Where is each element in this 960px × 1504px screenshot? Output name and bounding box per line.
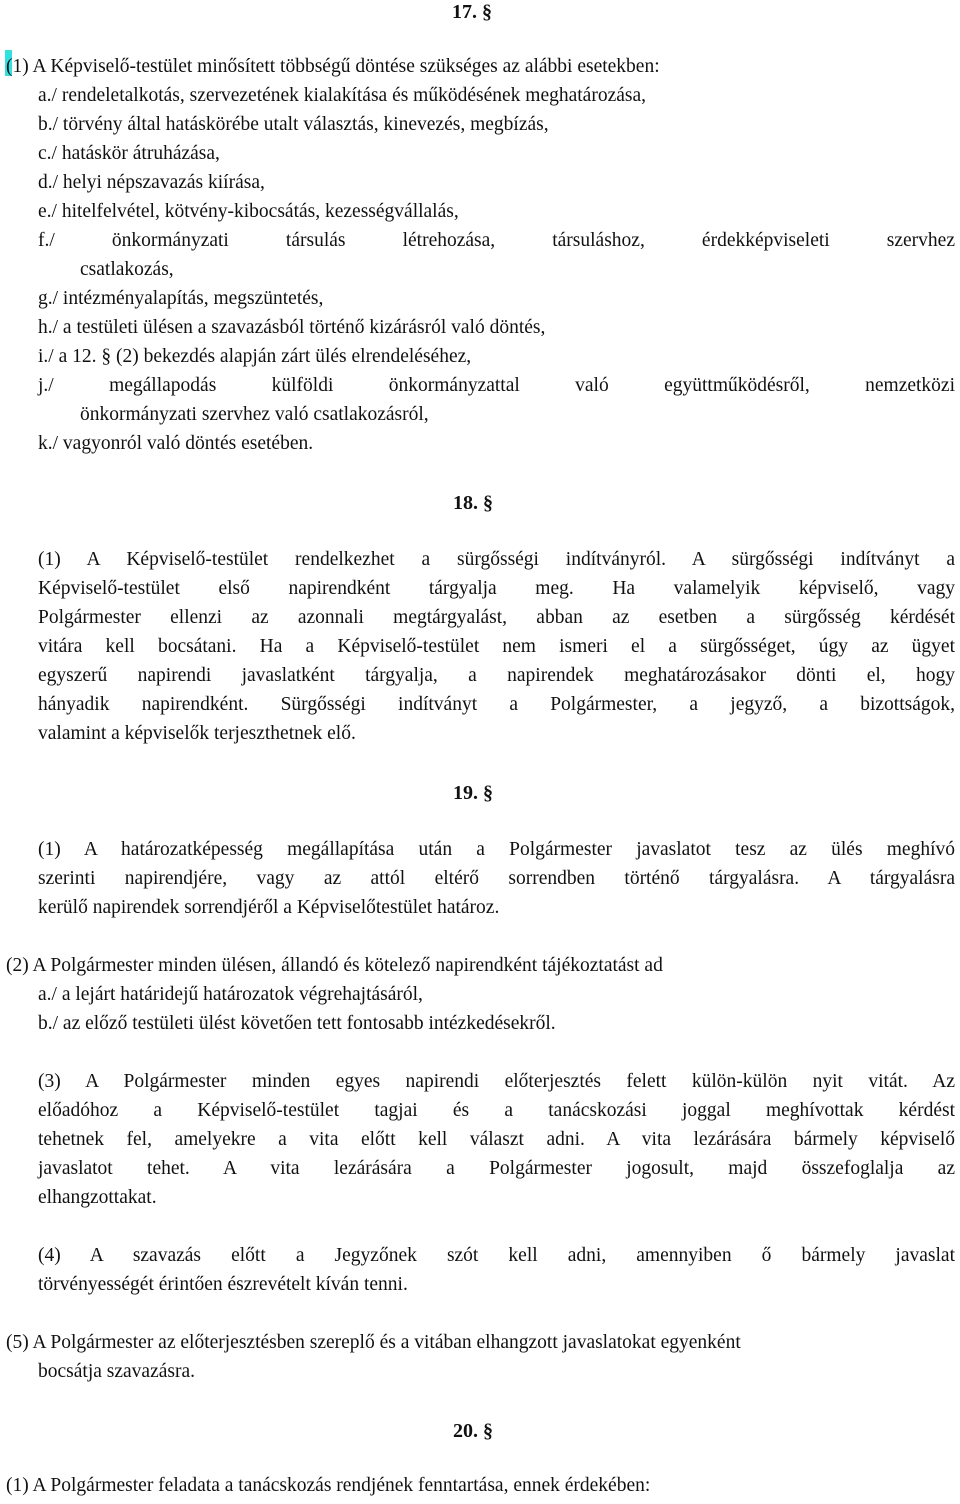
- list-item-17-j: j./ megállapodás külföldi önkormányzattal való együttműködésről, nemzetközi: [38, 375, 955, 396]
- paragraph-18-line-6: hányadik napirendként. Sürgősségi indítványt a Polgármester, a jegyző, a bizottságok,: [38, 694, 955, 715]
- paragraph-19-2-item-b: b./ az előző testületi ülést követően tett fontosabb intézkedésekről.: [38, 1013, 556, 1034]
- paragraph-18-line-1: (1) A Képviselő-testület rendelkezhet a sürgősségi indítványról. A sürgősségi indítványt a: [38, 549, 955, 570]
- paragraph-19-3-line-1: (3) A Polgármester minden egyes napirendi előterjesztés felett külön-külön nyit vitát. Az: [38, 1071, 955, 1092]
- paragraph-18-line-3: Polgármester ellenzi az azonnali megtárgyalást, abban az esetben a sürgősség kérdését: [38, 607, 955, 628]
- list-item-17-j-cont: önkormányzati szervhez való csatlakozásról,: [80, 404, 429, 425]
- paragraph-18-line-7: valamint a képviselők terjeszthetnek elő.: [38, 723, 356, 744]
- paragraph-19-2-line-1: (2) A Polgármester minden ülésen, állandó és kötelező napirendként tájékoztatást ad: [6, 955, 663, 976]
- section-heading-19: 19. §: [453, 782, 493, 804]
- paragraph-19-3-line-4: javaslatot tehet. A vita lezárására a Polgármester jogosult, majd összefoglalja az: [38, 1158, 955, 1179]
- paragraph-18-line-2: Képviselő-testület első napirendként tárgyalja meg. Ha valamelyik képviselő, vagy: [38, 578, 955, 599]
- list-item-17-d: d./ helyi népszavazás kiírása,: [38, 172, 265, 193]
- paragraph-19-1-line-3: kerülő napirendek sorrendjéről a Képviselőtestület határoz.: [38, 897, 500, 918]
- paragraph-19-4-line-2: törvényességét érintően észrevételt kíván tenni.: [38, 1274, 408, 1295]
- paragraph-19-5-line-2: bocsátja szavazásra.: [38, 1361, 195, 1382]
- paragraph-18-line-5: egyszerű napirendi javaslatként tárgyalja, a napirendek meghatározásakor dönti el, hogy: [38, 665, 955, 686]
- list-item-17-f-cont: csatlakozás,: [80, 259, 174, 280]
- list-item-17-g: g./ intézményalapítás, megszüntetés,: [38, 288, 324, 309]
- paragraph-20-1: (1) A Polgármester feladata a tanácskozás rendjének fenntartása, ennek érdekében:: [6, 1475, 651, 1496]
- paragraph-17-1: (1) A Képviselő-testület minősített többségű döntése szükséges az alábbi esetekben:: [6, 56, 660, 77]
- paragraph-19-3-line-3: tehetnek fel, amelyekre a vita előtt kell választ adni. A vita lezárására bármely képviselő: [38, 1129, 955, 1150]
- paragraph-19-1-line-1: (1) A határozatképesség megállapítása után a Polgármester javaslatot tesz az ülés meghívó: [38, 839, 955, 860]
- list-item-17-b: b./ törvény által hatáskörébe utalt választás, kinevezés, megbízás,: [38, 114, 549, 135]
- section-heading-17: 17. §: [452, 1, 492, 23]
- list-item-17-c: c./ hatáskör átruházása,: [38, 143, 220, 164]
- paragraph-19-1-line-2: szerinti napirendjére, vagy az attól eltérő sorrendben történő tárgyalásra. A tárgyalásra: [38, 868, 955, 889]
- paragraph-19-5-line-1: (5) A Polgármester az előterjesztésben szereplő és a vitában elhangzott javaslatokat egyenként: [6, 1332, 741, 1353]
- paragraph-18-line-4: vitára kell bocsátani. Ha a Képviselő-testület nem ismeri el a sürgősséget, úgy az ügyet: [38, 636, 955, 657]
- list-item-17-k: k./ vagyonról való döntés esetében.: [38, 433, 314, 454]
- paragraph-19-3-line-5: elhangzottakat.: [38, 1187, 157, 1208]
- section-heading-20: 20. §: [453, 1420, 493, 1442]
- list-item-17-f: f./ önkormányzati társulás létrehozása, társuláshoz, érdekképviseleti szervhez: [38, 230, 955, 251]
- list-item-17-e: e./ hitelfelvétel, kötvény-kibocsátás, kezességvállalás,: [38, 201, 459, 222]
- paragraph-19-2-item-a: a./ a lejárt határidejű határozatok végrehajtásáról,: [38, 984, 423, 1005]
- paragraph-19-3-line-2: előadóhoz a Képviselő-testület tagjai és a tanácskozási joggal meghívottak kérdést: [38, 1100, 955, 1121]
- list-item-17-i: i./ a 12. § (2) bekezdés alapján zárt ülés elrendeléséhez,: [38, 346, 472, 367]
- list-item-17-a: a./ rendeletalkotás, szervezetének kialakítása és működésének meghatározása,: [38, 85, 647, 106]
- paragraph-19-4-line-1: (4) A szavazás előtt a Jegyzőnek szót kell adni, amennyiben ő bármely javaslat: [38, 1245, 955, 1266]
- section-heading-18: 18. §: [453, 492, 493, 514]
- list-item-17-h: h./ a testületi ülésen a szavazásból történő kizárásról való döntés,: [38, 317, 546, 338]
